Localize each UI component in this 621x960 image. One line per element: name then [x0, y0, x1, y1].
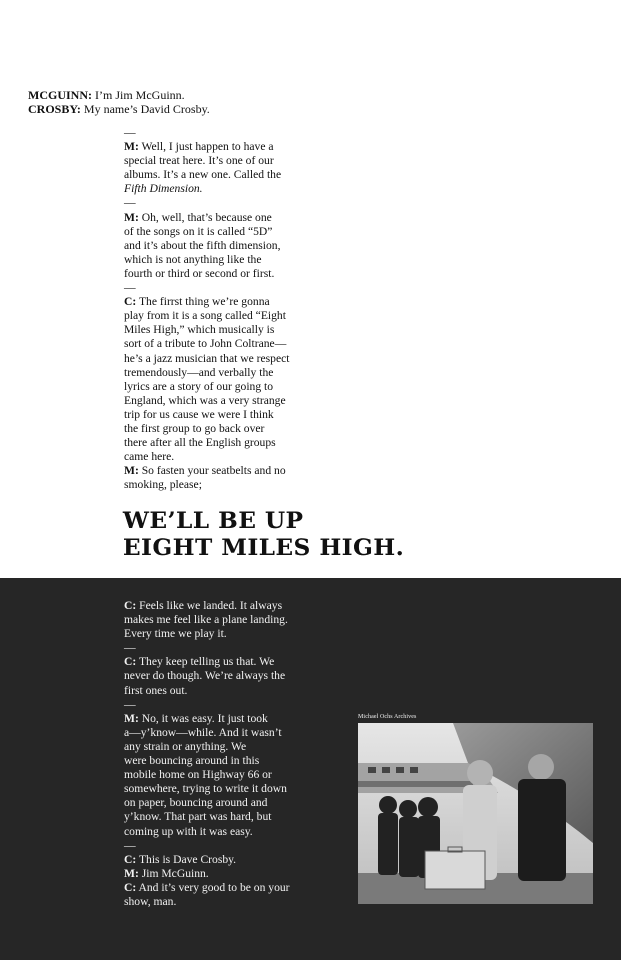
- separator: —: [124, 281, 136, 295]
- album-title: Fifth Dimension.: [124, 182, 203, 196]
- dialogue-block: M: So fasten your seatbelts and no smoking, please;: [124, 464, 286, 492]
- separator: —: [124, 641, 136, 655]
- headline: [123, 508, 404, 562]
- separator: —: [124, 126, 136, 139]
- intro-line-mcguinn: MCGUINN: I’m Jim McGuinn.: [28, 88, 185, 102]
- intro-credits: [28, 88, 210, 116]
- separator: —: [124, 697, 136, 711]
- dialogue-block: M: Oh, well, that’s because one of the songs on it is called “5D” and it’s about the fifth dimension, which is not anything like the fourth or third or second or first.: [124, 210, 281, 280]
- intro-line-crosby: CROSBY: My name’s David Crosby.: [28, 102, 210, 116]
- dialogue-block: C: And it’s very good to be on your show, man.: [124, 880, 290, 908]
- dialogue-block: C: Feels like we landed. It always makes me feel like a plane landing. Every time we play it.: [124, 599, 288, 641]
- dialogue-block: C: The firrst thing we’re gonna play from it is a song called “Eight Miles High,” which musically is sort of a tribute to John Coltrane— he’s a jazz musician that we respect tremendously—and verbally the lyrics are a story of our going to England, which was a very strange trip for us cause we were I think the first group to go back over there after all the English groups came here.: [124, 295, 290, 464]
- photo-credit: Michael Ochs Archives: [358, 714, 417, 720]
- dialogue-block: C: This is Dave Crosby.: [124, 852, 237, 866]
- transcript-column-top: [124, 126, 314, 492]
- band-photo-illustration: [358, 723, 593, 904]
- dialogue-block: M: Well, I just happen to have a special treat here. It’s one of our albums. It’s a new one. Called the Fifth Dimension.: [124, 140, 282, 196]
- dialogue-block: M: Jim McGuinn.: [124, 866, 209, 880]
- transcript-column-bottom: [124, 599, 314, 909]
- dialogue-block: M: No, it was easy. It just took a—y’know—while. And it wasn’t any strain or anything. We were bouncing around in this mobile home on Highway 66 or somewhere, trying to write it down on paper, bouncing around and y’know. That part was hard, but coming up with it was easy.: [124, 711, 287, 838]
- bottom-dark-section: [0, 578, 621, 960]
- separator: —: [124, 838, 136, 852]
- dialogue-block: C: They keep telling us that. We never do though. We’re always the first ones out.: [124, 655, 286, 697]
- headline-line-2: EIGHT MILES HIGH.: [123, 535, 405, 561]
- separator: —: [124, 196, 136, 210]
- band-photo: [358, 723, 593, 904]
- headline-line-1: WE’LL BE UP: [123, 508, 304, 534]
